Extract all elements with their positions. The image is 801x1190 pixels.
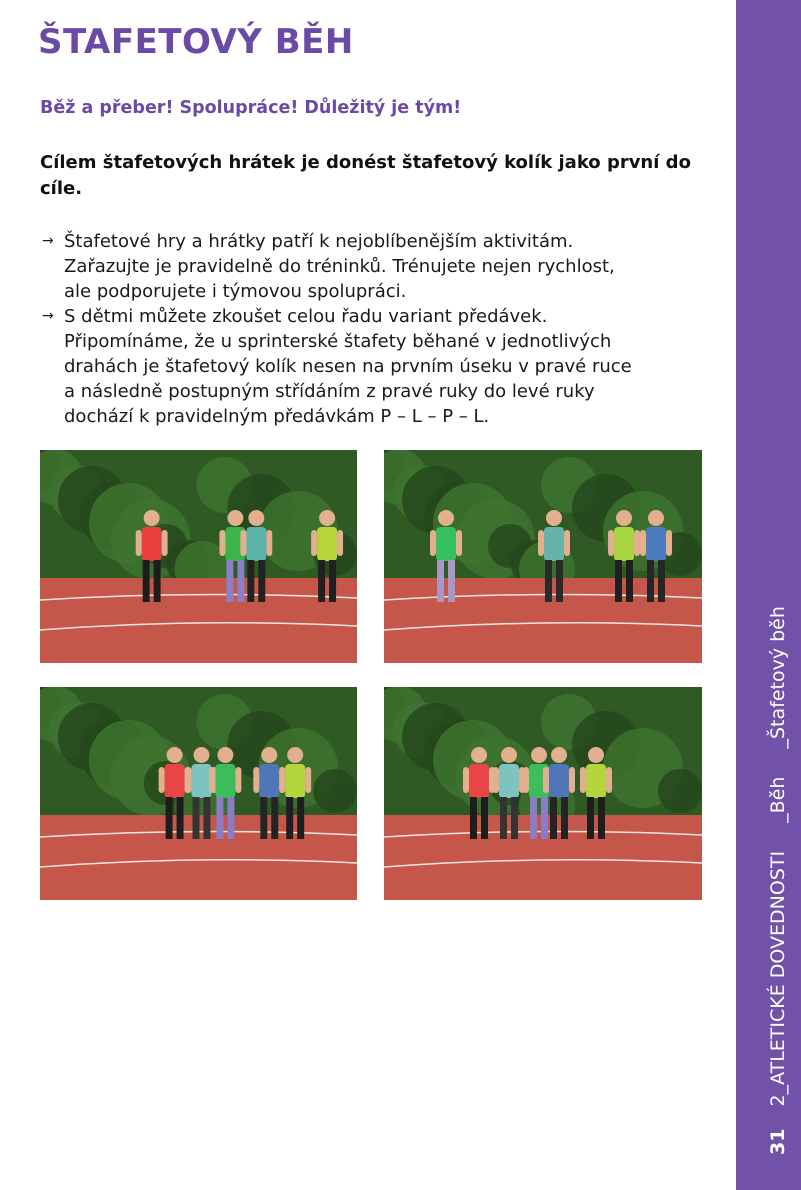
sidebar-label [768,606,788,1155]
bullet-list [40,229,712,429]
topic-name: _Štafetový běh [767,606,789,749]
photo-relay-group-closeup [384,687,702,900]
running-track [40,578,357,663]
photo-relay-handoff-line [40,450,357,663]
bullet-line: ale podporujete i týmovou spolupráci. [64,281,407,302]
bullet-line: Štafetové hry a hrátky patří k nejoblíbenějším aktivitám. [64,231,574,252]
lead-paragraph: Cílem štafetových hrátek je donést štafetový kolík jako první do cíle. [40,152,691,199]
page-subtitle: Běž a přeber! Spolupráce! Důležitý je tým! [40,98,462,118]
photo-relay-group-run-illustration [40,687,357,900]
photo-relay-handoff-line-illustration [40,450,357,663]
photo-relay-handoff-approach-illustration [384,450,702,663]
photo-relay-group-run [40,687,357,900]
bullet-line: a následně postupným střídáním z pravé ruky do levé ruky [64,381,595,402]
arrow-right-icon: → [42,308,54,324]
photo-relay-handoff-approach [384,450,702,663]
arrow-right-icon: → [42,233,54,249]
leaf-cluster [313,769,357,813]
leaf-cluster [658,769,702,813]
chapter-name: _Běh [767,776,789,823]
bullet-item [40,229,712,304]
page-number: 31 [767,1128,789,1155]
bullet-line: dochází k pravidelným předávkám P – L – P – L. [64,406,490,427]
page-title: ŠTAFETOVÝ BĚH [38,22,354,62]
photo-relay-group-closeup-illustration [384,687,702,900]
running-track [384,578,702,663]
bullet-line: Zařazujte je pravidelně do tréninků. Trénujete nejen rychlost, [64,256,615,277]
section-name: 2_ATLETICKÉ DOVEDNOSTI [767,850,789,1107]
bullet-line: drahách je štafetový kolík nesen na prvním úseku v pravé ruce [64,356,632,377]
bullet-line: S dětmi můžete zkoušet celou řadu variant předávek. [64,306,548,327]
bullet-item [40,304,712,429]
bullet-line: Připomínáme, že u sprinterské štafety běhané v jednotlivých [64,331,612,352]
